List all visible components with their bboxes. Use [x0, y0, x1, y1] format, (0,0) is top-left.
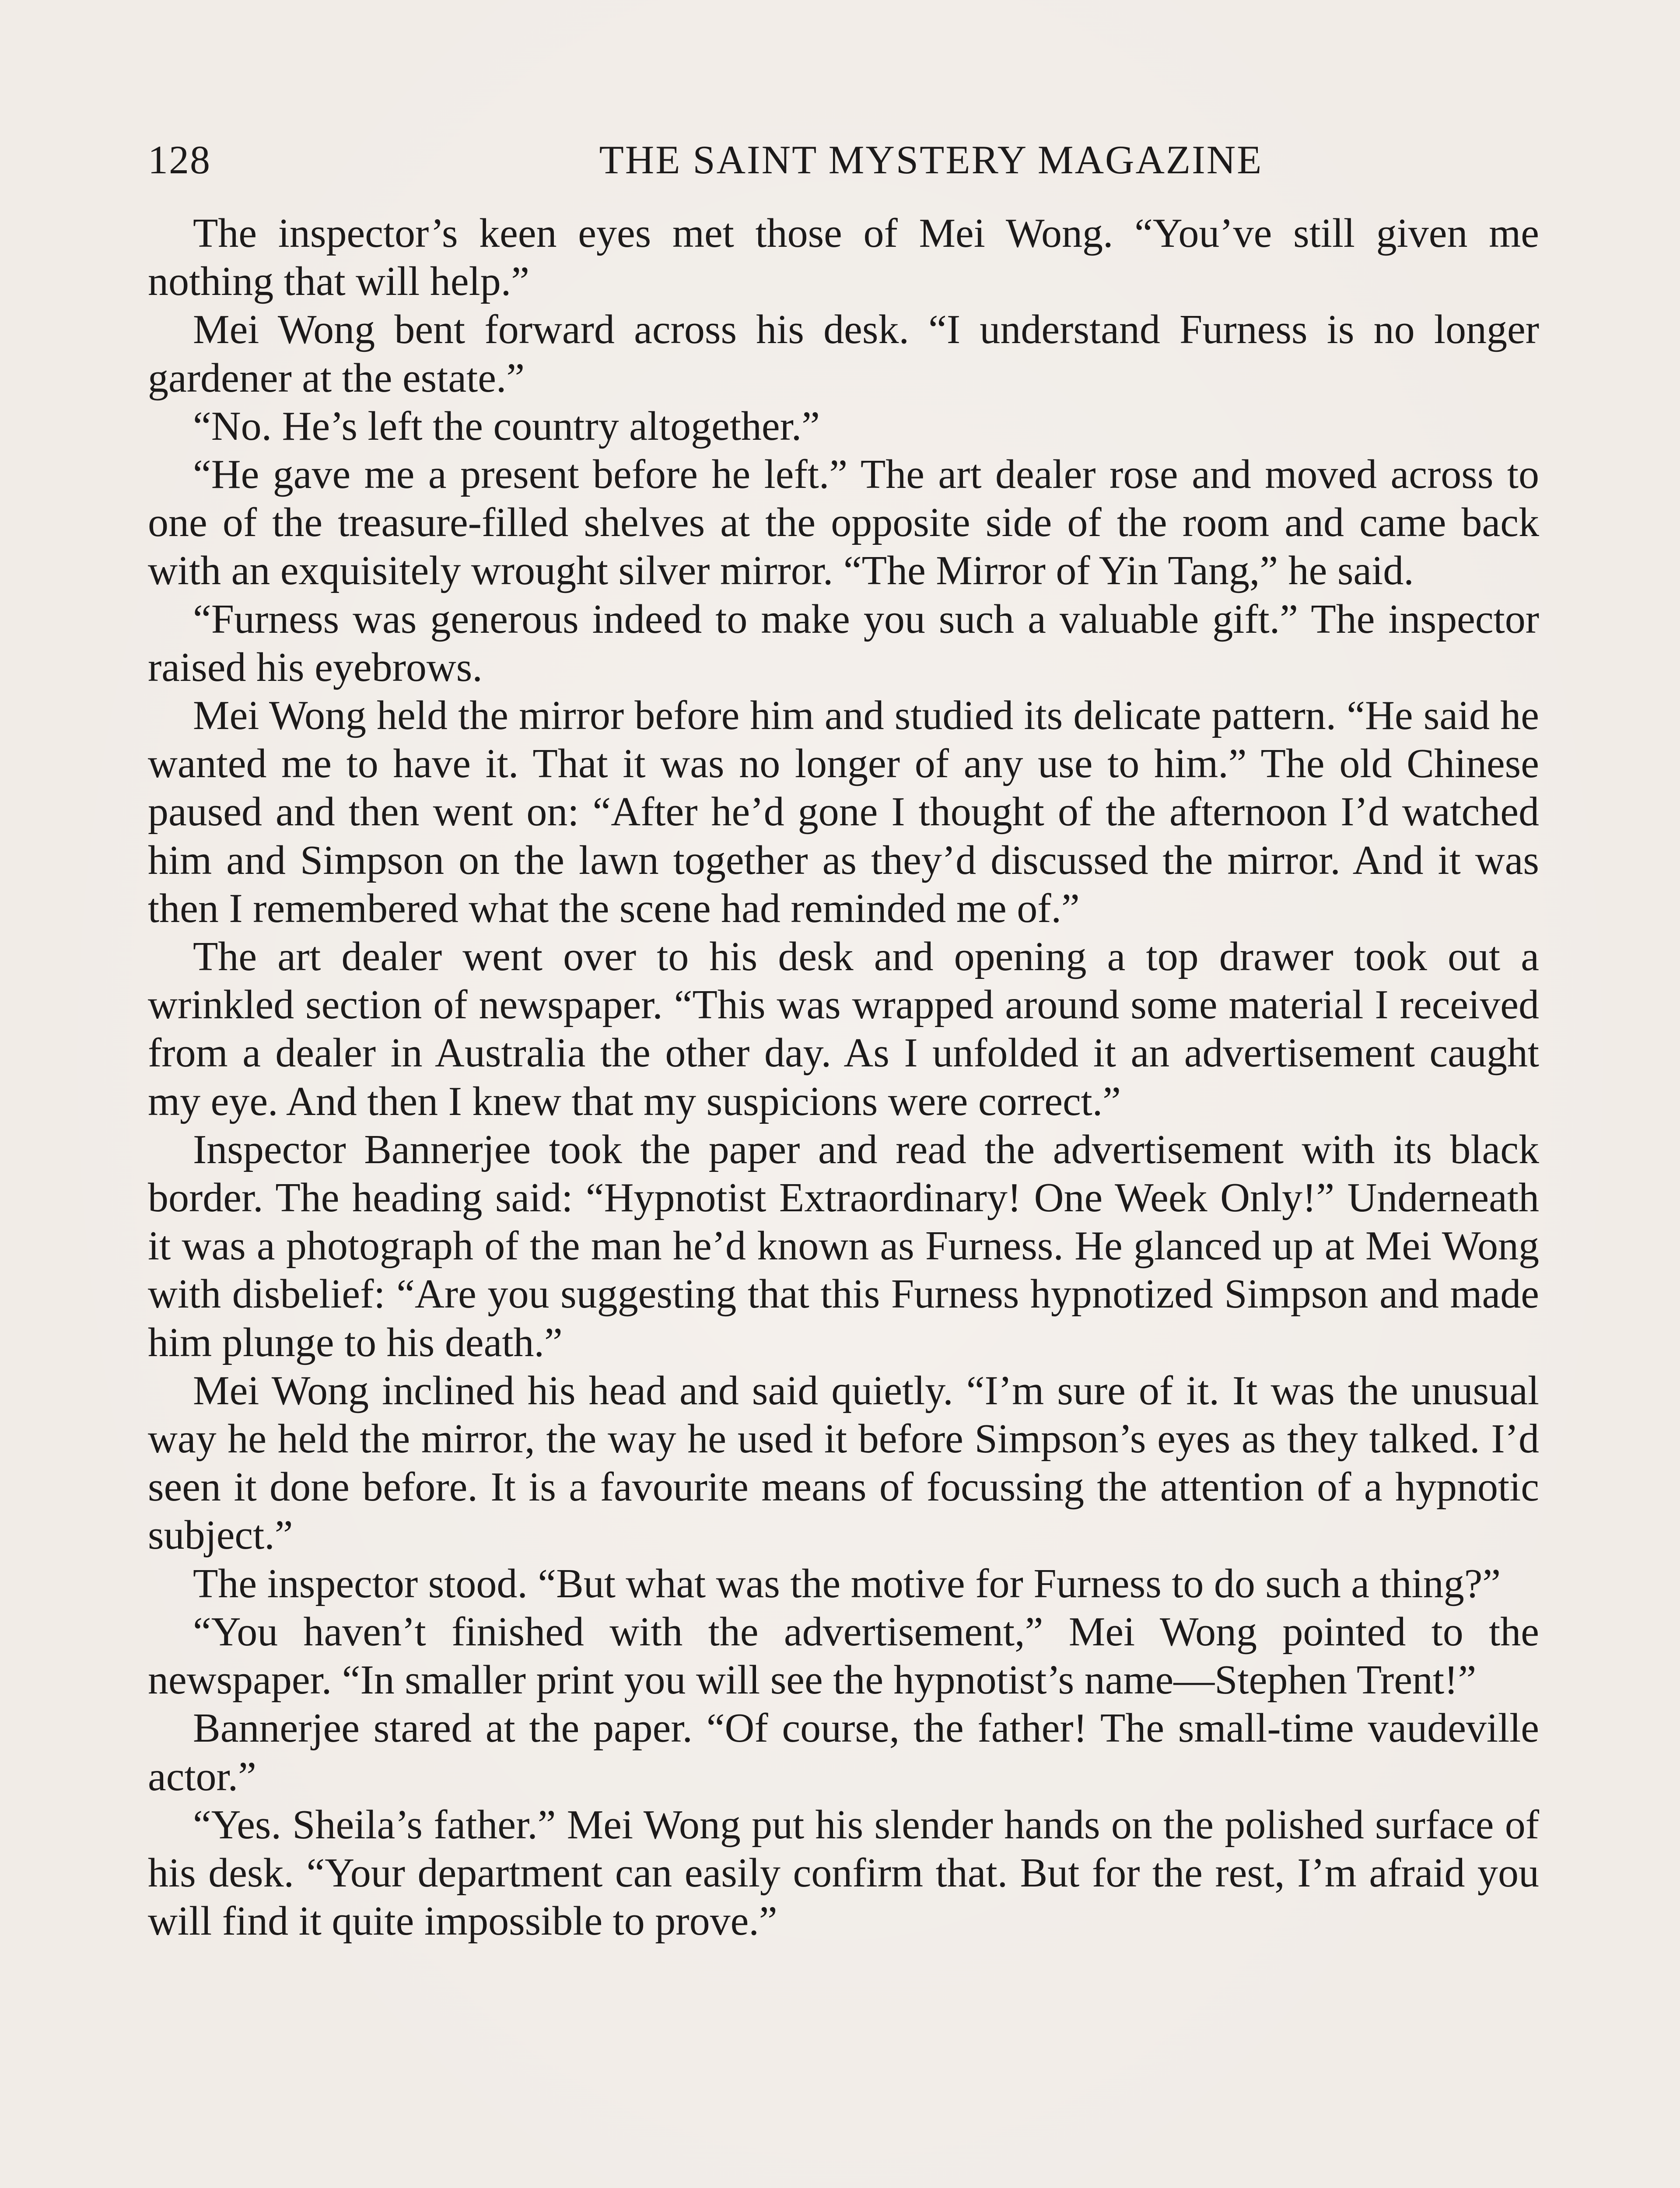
paragraph: The art dealer went over to his desk and opening a top drawer took out a wrinkled section of newspaper. “This was wrapped around some material I received from a dealer in Australia the other day. As I unfolded it an advertisement caught my eye. And then I knew that my suspicions were correct.”: [148, 934, 1539, 1124]
magazine-title: THE SAINT MYSTERY MAGAZINE: [599, 137, 1263, 182]
paragraph: Mei Wong held the mirror before him and studied its delicate pattern. “He said he wanted me to have it. That it was no longer of any use to him.” The old Chinese paused and then went on: “After he’d gone I thought of the afternoon I’d watched him and Simpson on the lawn together as they’d discussed the mirror. And it was then I remembered what the scene had reminded me of.”: [148, 693, 1539, 931]
paragraph: “Yes. Sheila’s father.” Mei Wong put his slender hands on the polished surface of his desk. “Your department can easily confirm that. But for the rest, I’m afraid you will find it quite impossible to prove.”: [148, 1802, 1539, 1944]
paragraph: “Furness was generous indeed to make you such a valuable gift.” The inspector raised his eyebrows.: [148, 596, 1539, 690]
running-head: [148, 131, 1539, 188]
paragraph: Inspector Bannerjee took the paper and read the advertisement with its black border. The heading said: “Hypnotist Extraordinary! One Week Only!” Underneath it was a photograph of the man he’d known as Furness. He glanced up at Mei Wong with disbelief: “Are you suggesting that this Furness hypnotized Simpson and made him plunge to his death.”: [148, 1126, 1539, 1365]
story-text: [148, 209, 1539, 1945]
paragraph: Mei Wong inclined his head and said quietly. “I’m sure of it. It was the unusual way he held the mirror, the way he used it before Simpson’s eyes as they talked. I’d seen it done before. It is a favourite means of focussing the attention of a hypnotic subject.”: [148, 1368, 1539, 1558]
paragraph: “He gave me a present before he left.” The art dealer rose and moved across to one of the treasure-filled shelves at the opposite side of the room and came back with an exquisitely wrought silver mirror. “The Mirror of Yin Tang,” he said.: [148, 452, 1539, 594]
paragraph: The inspector stood. “But what was the motive for Furness to do such a thing?”: [193, 1560, 1501, 1606]
paragraph: Bannerjee stared at the paper. “Of course, the father! The small-time vaudeville actor.”: [148, 1705, 1539, 1799]
paragraph: “You haven’t finished with the advertisement,” Mei Wong pointed to the newspaper. “In smaller print you will see the hypnotist’s name—Stephen Trent!”: [148, 1609, 1539, 1703]
paragraph: “No. He’s left the country altogether.”: [193, 403, 820, 449]
page-number: 128: [148, 137, 211, 182]
paragraph: The inspector’s keen eyes met those of Mei Wong. “You’ve still given me nothing that will help.”: [148, 210, 1539, 305]
paragraph: Mei Wong bent forward across his desk. “I understand Furness is no longer gardener at the estate.”: [148, 307, 1539, 401]
